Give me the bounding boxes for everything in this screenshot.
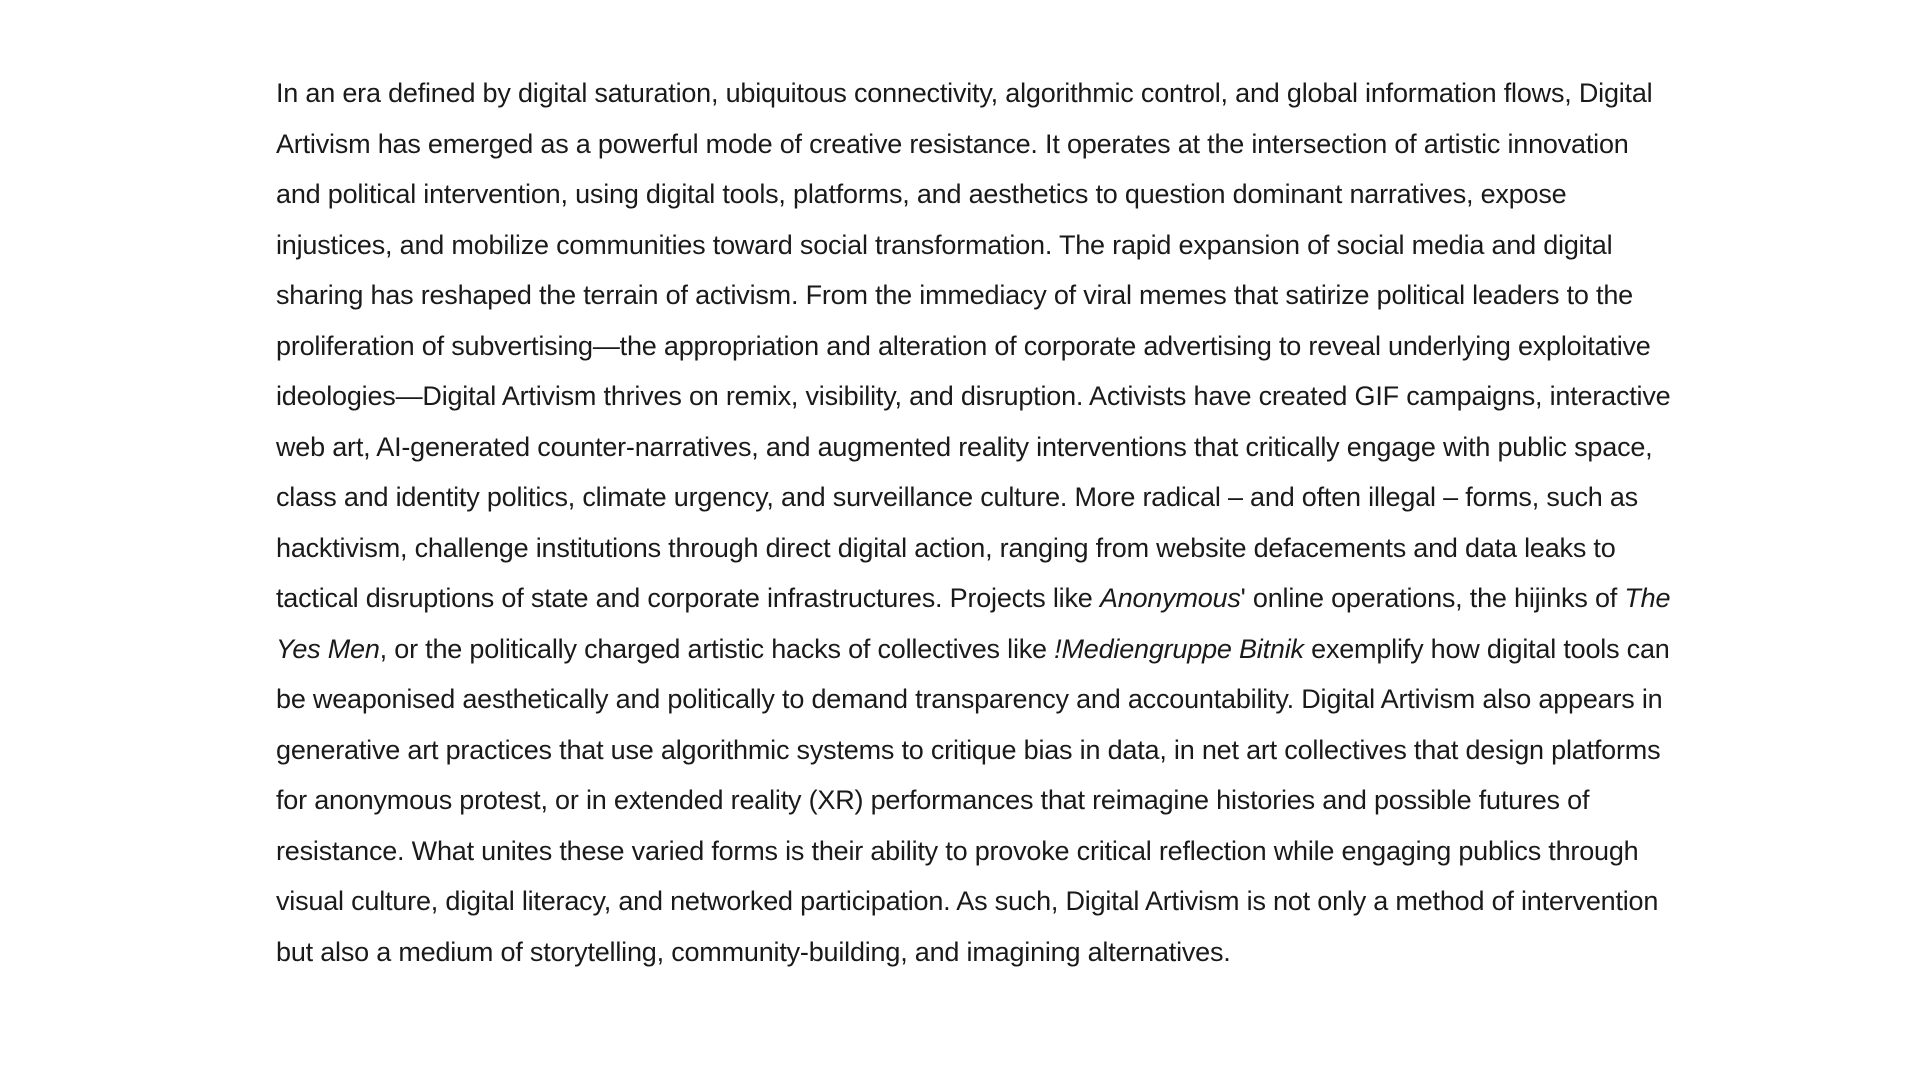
italic-anonymous: Anonymous bbox=[1099, 583, 1241, 613]
article-paragraph bbox=[276, 68, 1676, 977]
paragraph-text-part-4: exemplify how digital tools can be weaponised aesthetically and politically to demand transparency and accountability. Digital Artivism also appears in generative art practices that use algorithmic systems to critique bias in data, in net art collectives that design platforms for anonymous protest, or in extended reality (XR) performances that reimagine histories and possible futures of resistance. What unites these varied forms is their ability to provoke critical reflection while engaging publics through visual culture, digital literacy, and networked participation. As such, Digital Artivism is not only a method of intervention but also a medium of storytelling, community-building, and imagining alternatives. bbox=[276, 633, 1670, 967]
italic-the-yes-men: The Yes Men bbox=[276, 583, 1671, 664]
paragraph-text-part-1: In an era defined by digital saturation, ubiquitous connectivity, algorithmic control, and global information flows, Digital Artivism has emerged as a powerful mode of creative resistance. It operates at the intersection of artistic innovation and political intervention, using digital tools, platforms, and aesthetics to question dominant narratives, expose injustices, and mobilize communities toward social transformation. The rapid expansion of social media and digital sharing has reshaped the terrain of activism. From the immediacy of viral memes that satirize political leaders to the proliferation of subvertising—the appropriation and alteration of corporate advertising to reveal underlying exploitative ideologies—Digital Artivism thrives on remix, visibility, and disruption. Activists have created GIF campaigns, interactive web art, AI-generated counter-narratives, and augmented reality interventions that critically engage with public space, class and identity politics, climate urgency, and surveillance culture. More radical – and often illegal – forms, such as hacktivism, challenge institutions through direct digital action, ranging from website defacements and data leaks to tactical disruptions of state and corporate infrastructures. Projects like bbox=[276, 78, 1671, 613]
italic-mediengruppe-bitnik: !Mediengruppe Bitnik bbox=[1054, 633, 1304, 664]
paragraph-text-part-2: ' online operations, the hijinks of bbox=[1240, 583, 1625, 613]
paragraph-text-part-3: , or the politically charged artistic hacks of collectives like bbox=[379, 633, 1055, 664]
